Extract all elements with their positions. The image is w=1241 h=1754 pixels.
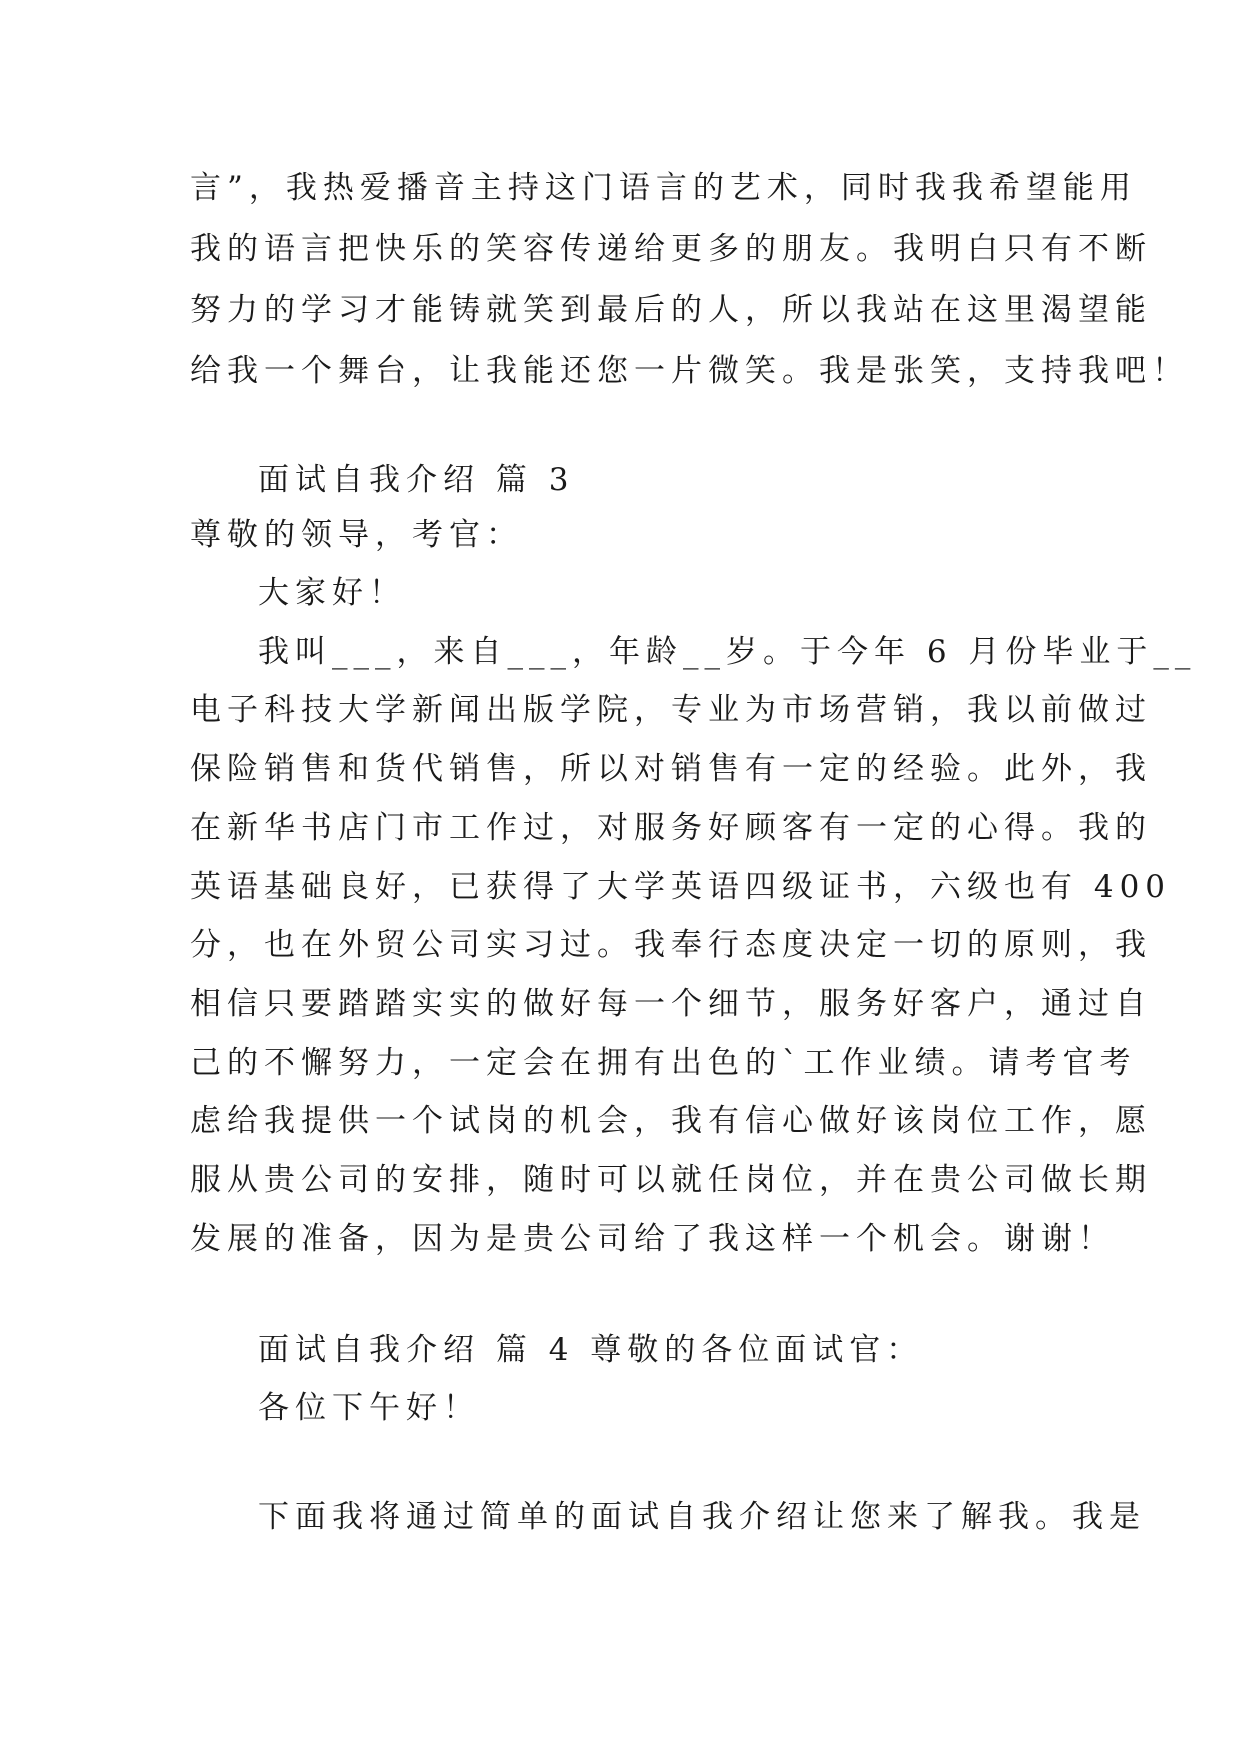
greeting: 各位下午好！ [258, 1390, 480, 1426]
section-heading-4: 面试自我介绍 篇 4 尊敬的各位面试官： [258, 1332, 924, 1368]
paragraph-line: 保险销售和货代销售，所以对销售有一定的经验。此外，我 [190, 751, 1152, 787]
paragraph-line: 下面我将通过简单的面试自我介绍让您来了解我。我是 [258, 1499, 1146, 1535]
paragraph-line: 分，也在外贸公司实习过。我奉行态度决定一切的原则，我 [190, 927, 1152, 963]
greeting: 大家好！ [258, 575, 406, 611]
paragraph-line: 相信只要踏踏实实的做好每一个细节，服务好客户，通过自 [190, 986, 1152, 1022]
section-heading-3: 面试自我介绍 篇 3 [258, 462, 575, 498]
paragraph-line: 电子科技大学新闻出版学院，专业为市场营销，我以前做过 [190, 692, 1152, 728]
paragraph-line: 我叫___，来自___，年龄__岁。于今年 6 月份毕业于__ [258, 634, 1197, 670]
paragraph-line: 服从贵公司的安排，随时可以就任岗位，并在贵公司做长期 [190, 1162, 1152, 1198]
paragraph-line: 己的不懈努力，一定会在拥有出色的`工作业绩。请考官考 [190, 1045, 1137, 1081]
paragraph-line: 在新华书店门市工作过，对服务好顾客有一定的心得。我的 [190, 810, 1152, 846]
paragraph-line: 努力的学习才能铸就笑到最后的人，所以我站在这里渴望能 [190, 292, 1152, 328]
paragraph-line: 发展的准备，因为是贵公司给了我这样一个机会。谢谢！ [190, 1221, 1115, 1257]
paragraph-line: 我的语言把快乐的笑容传递给更多的朋友。我明白只有不断 [190, 231, 1152, 267]
paragraph-line: 英语基础良好，已获得了大学英语四级证书，六级也有 400 [190, 869, 1172, 905]
paragraph-line: 给我一个舞台，让我能还您一片微笑。我是张笑，支持我吧！ [190, 353, 1189, 389]
paragraph-line: 虑给我提供一个试岗的机会，我有信心做好该岗位工作，愿 [190, 1103, 1152, 1139]
salutation: 尊敬的领导，考官： [190, 517, 523, 553]
paragraph-line: 言”，我热爱播音主持这门语言的艺术，同时我我希望能用 [190, 170, 1137, 206]
